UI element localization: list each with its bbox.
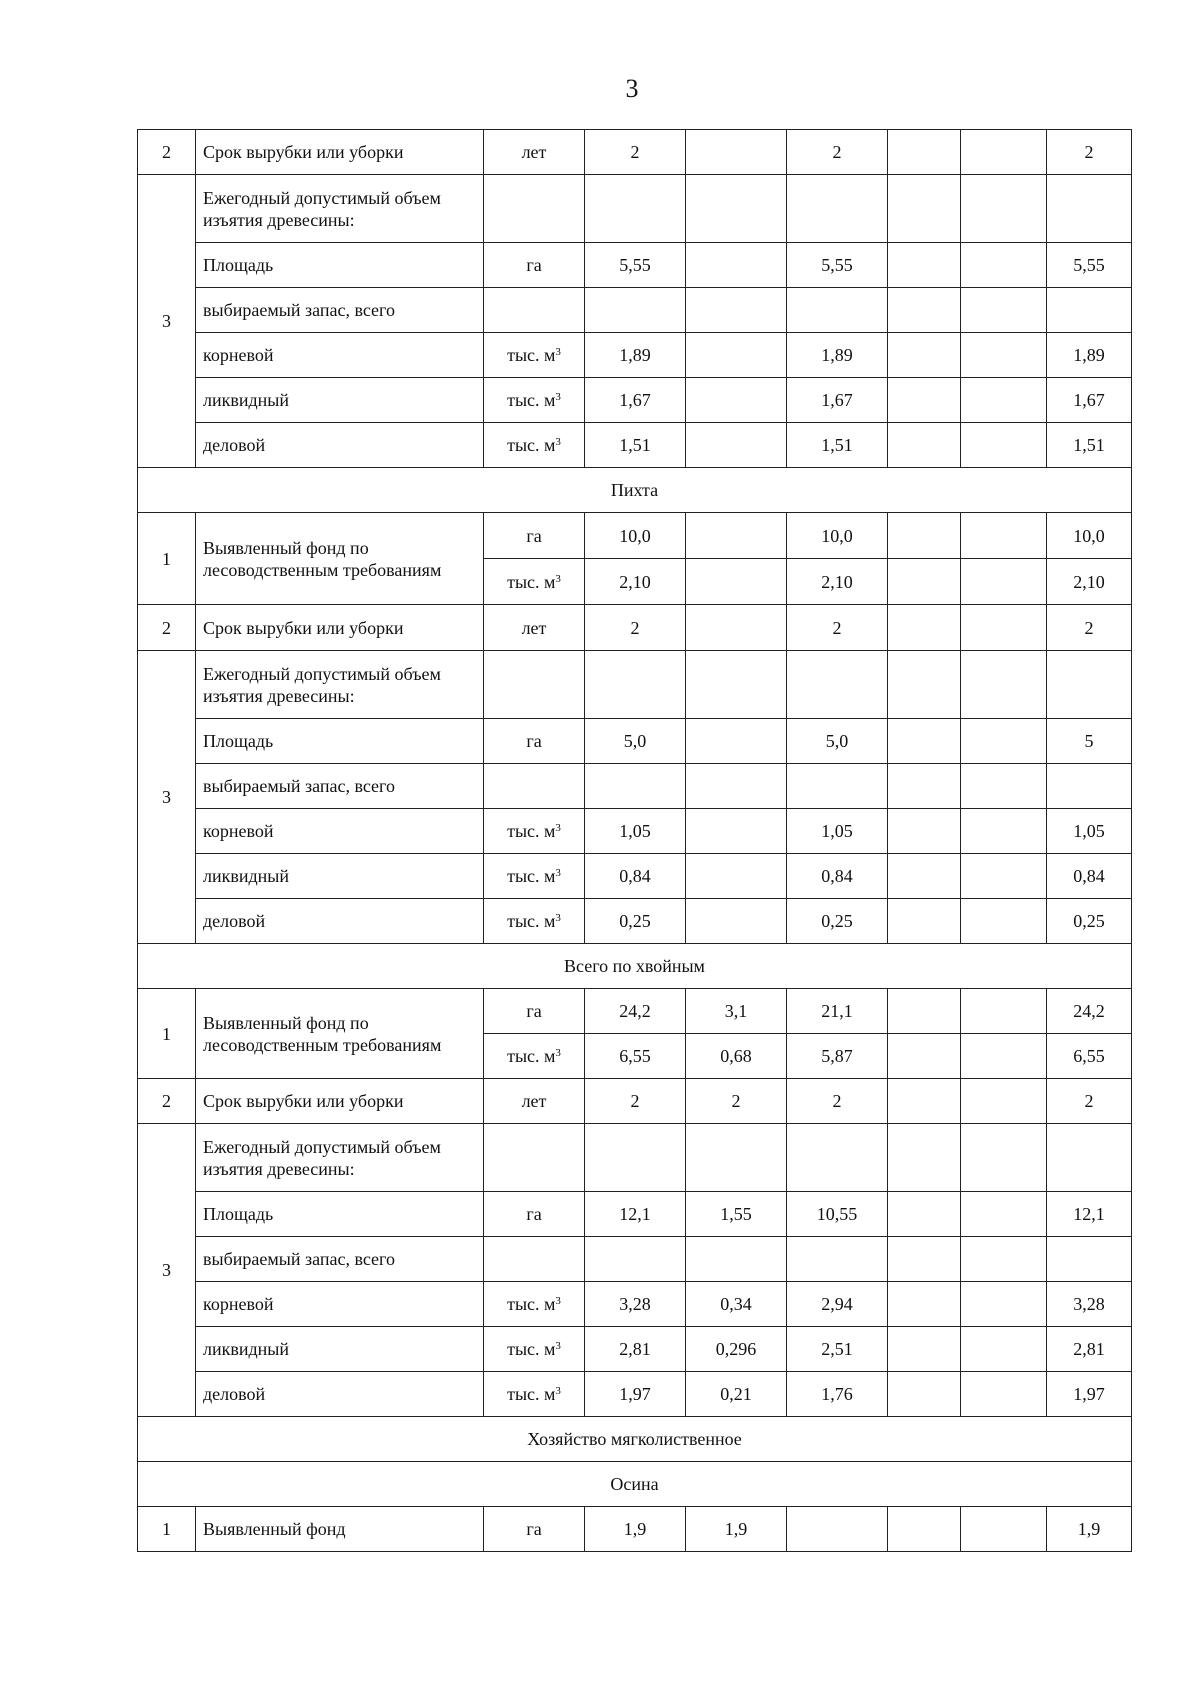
- value-cell: 5: [1047, 719, 1132, 764]
- value-cell: [961, 1124, 1047, 1192]
- value-cell: [961, 899, 1047, 944]
- unit-cell: тыс. $м^3$: [484, 1034, 585, 1079]
- value-cell: [961, 605, 1047, 651]
- value-cell: [888, 719, 961, 764]
- value-cell: 1,89: [585, 333, 686, 378]
- value-cell: [888, 1237, 961, 1282]
- value-cell: [961, 559, 1047, 605]
- value-cell: 1,89: [787, 333, 888, 378]
- table-row: [138, 1507, 1132, 1552]
- indicator-name: ликвидный: [196, 854, 484, 899]
- value-cell: 10,55: [787, 1192, 888, 1237]
- value-cell: [686, 764, 787, 809]
- value-cell: [961, 1034, 1047, 1079]
- row-number: 3: [138, 651, 196, 944]
- value-cell: [686, 899, 787, 944]
- table-row: [138, 1237, 1132, 1282]
- value-cell: 2: [787, 605, 888, 651]
- unit-cell: тыс. $м^3$: [484, 559, 585, 605]
- indicator-name: корневой: [196, 1282, 484, 1327]
- value-cell: 1,51: [1047, 423, 1132, 468]
- indicator-name: Площадь: [196, 243, 484, 288]
- section-row: [138, 468, 1132, 513]
- section-title: Хозяйство мягколиственное: [138, 1417, 1132, 1462]
- indicator-name: корневой: [196, 333, 484, 378]
- section-title: Всего по хвойным: [138, 944, 1132, 989]
- value-cell: [585, 288, 686, 333]
- value-cell: [961, 378, 1047, 423]
- indicator-name: Срок вырубки или уборки: [196, 605, 484, 651]
- value-cell: 1,05: [1047, 809, 1132, 854]
- value-cell: [787, 764, 888, 809]
- value-cell: 0,68: [686, 1034, 787, 1079]
- value-cell: [888, 1034, 961, 1079]
- unit-cell: тыс. $м^3$: [484, 809, 585, 854]
- value-cell: 0,84: [1047, 854, 1132, 899]
- unit-cell: [484, 1124, 585, 1192]
- value-cell: 1,97: [1047, 1372, 1132, 1417]
- value-cell: [888, 1124, 961, 1192]
- value-cell: [686, 854, 787, 899]
- table-row: [138, 130, 1132, 175]
- value-cell: 5,55: [585, 243, 686, 288]
- value-cell: [888, 288, 961, 333]
- value-cell: 0,21: [686, 1372, 787, 1417]
- value-cell: 0,25: [1047, 899, 1132, 944]
- value-cell: [961, 130, 1047, 175]
- value-cell: 12,1: [1047, 1192, 1132, 1237]
- unit-cell: га: [484, 1192, 585, 1237]
- value-cell: 10,0: [787, 513, 888, 559]
- value-cell: 0,34: [686, 1282, 787, 1327]
- value-cell: 1,05: [787, 809, 888, 854]
- table-row: [138, 288, 1132, 333]
- row-number: 1: [138, 989, 196, 1079]
- indicator-name: Ежегодный допустимый объем изъятия древесины:: [196, 1124, 484, 1192]
- value-cell: [888, 1282, 961, 1327]
- value-cell: [888, 764, 961, 809]
- value-cell: 2: [585, 1079, 686, 1124]
- indicator-name: Выявленный фонд: [196, 1507, 484, 1552]
- value-cell: 1,97: [585, 1372, 686, 1417]
- unit-cell: тыс. $м^3$: [484, 1282, 585, 1327]
- indicator-name: ликвидный: [196, 378, 484, 423]
- section-title: Осина: [138, 1462, 1132, 1507]
- page-number: 3: [625, 74, 639, 103]
- value-cell: 24,2: [1047, 989, 1132, 1034]
- value-cell: 2: [1047, 130, 1132, 175]
- value-cell: 1,9: [585, 1507, 686, 1552]
- value-cell: 1,67: [1047, 378, 1132, 423]
- value-cell: 10,0: [585, 513, 686, 559]
- value-cell: 0,25: [585, 899, 686, 944]
- table-row: [138, 333, 1132, 378]
- value-cell: [1047, 1124, 1132, 1192]
- value-cell: 2: [686, 1079, 787, 1124]
- table-row: [138, 1124, 1132, 1192]
- row-number: 2: [138, 130, 196, 175]
- value-cell: [961, 854, 1047, 899]
- indicator-name: выбираемый запас, всего: [196, 764, 484, 809]
- value-cell: 2,10: [787, 559, 888, 605]
- table-row: [138, 989, 1132, 1034]
- value-cell: 1,76: [787, 1372, 888, 1417]
- indicator-name: корневой: [196, 809, 484, 854]
- value-cell: 5,0: [585, 719, 686, 764]
- indicator-name: Площадь: [196, 719, 484, 764]
- value-cell: [585, 1237, 686, 1282]
- unit-cell: тыс. $м^3$: [484, 854, 585, 899]
- value-cell: [961, 1192, 1047, 1237]
- value-cell: 0,296: [686, 1327, 787, 1372]
- unit-cell: га: [484, 1507, 585, 1552]
- value-cell: [686, 809, 787, 854]
- indicator-name: ликвидный: [196, 1327, 484, 1372]
- value-cell: 2: [787, 1079, 888, 1124]
- value-cell: [961, 288, 1047, 333]
- value-cell: 5,55: [1047, 243, 1132, 288]
- value-cell: [961, 719, 1047, 764]
- table-row: [138, 809, 1132, 854]
- indicator-name: деловой: [196, 1372, 484, 1417]
- indicator-name: выбираемый запас, всего: [196, 288, 484, 333]
- value-cell: [888, 1507, 961, 1552]
- unit-cell: [484, 175, 585, 243]
- value-cell: [961, 1079, 1047, 1124]
- value-cell: [888, 1079, 961, 1124]
- value-cell: [961, 1372, 1047, 1417]
- indicator-name: Срок вырубки или уборки: [196, 1079, 484, 1124]
- value-cell: 1,67: [787, 378, 888, 423]
- value-cell: [686, 513, 787, 559]
- value-cell: [686, 175, 787, 243]
- value-cell: [961, 1237, 1047, 1282]
- value-cell: [686, 333, 787, 378]
- row-number: 1: [138, 1507, 196, 1552]
- value-cell: [888, 559, 961, 605]
- value-cell: [787, 1507, 888, 1552]
- table-row: [138, 1372, 1132, 1417]
- value-cell: [787, 1237, 888, 1282]
- value-cell: [686, 378, 787, 423]
- value-cell: 2,10: [1047, 559, 1132, 605]
- table-row: [138, 513, 1132, 559]
- unit-cell: тыс. $м^3$: [484, 899, 585, 944]
- value-cell: 1,05: [585, 809, 686, 854]
- value-cell: 21,1: [787, 989, 888, 1034]
- value-cell: 2: [585, 605, 686, 651]
- value-cell: 1,55: [686, 1192, 787, 1237]
- indicator-name: выбираемый запас, всего: [196, 1237, 484, 1282]
- row-number: 2: [138, 605, 196, 651]
- section-title: Пихта: [138, 468, 1132, 513]
- table-row: [138, 175, 1132, 243]
- table-row: [138, 1327, 1132, 1372]
- value-cell: [888, 175, 961, 243]
- table-row: [138, 854, 1132, 899]
- value-cell: 1,67: [585, 378, 686, 423]
- value-cell: [686, 1237, 787, 1282]
- value-cell: [888, 651, 961, 719]
- value-cell: [961, 513, 1047, 559]
- indicator-name: Ежегодный допустимый объем изъятия древесины:: [196, 175, 484, 243]
- unit-cell: [484, 1237, 585, 1282]
- value-cell: 0,25: [787, 899, 888, 944]
- value-cell: [1047, 288, 1132, 333]
- unit-cell: лет: [484, 605, 585, 651]
- value-cell: [686, 423, 787, 468]
- value-cell: 5,55: [787, 243, 888, 288]
- value-cell: 1,51: [787, 423, 888, 468]
- unit-cell: лет: [484, 130, 585, 175]
- value-cell: [686, 288, 787, 333]
- value-cell: 3,1: [686, 989, 787, 1034]
- value-cell: [787, 288, 888, 333]
- value-cell: [888, 1372, 961, 1417]
- value-cell: 5,87: [787, 1034, 888, 1079]
- value-cell: [888, 378, 961, 423]
- value-cell: [686, 243, 787, 288]
- value-cell: [961, 1507, 1047, 1552]
- value-cell: [888, 1192, 961, 1237]
- value-cell: [787, 1124, 888, 1192]
- value-cell: [888, 809, 961, 854]
- unit-cell: тыс. $м^3$: [484, 333, 585, 378]
- value-cell: [961, 809, 1047, 854]
- value-cell: 0,84: [585, 854, 686, 899]
- section-row: [138, 944, 1132, 989]
- section-row: [138, 1417, 1132, 1462]
- value-cell: [961, 333, 1047, 378]
- unit-cell: га: [484, 243, 585, 288]
- value-cell: [686, 130, 787, 175]
- unit-cell: га: [484, 513, 585, 559]
- indicator-name: Ежегодный допустимый объем изъятия древесины:: [196, 651, 484, 719]
- row-number: 1: [138, 513, 196, 605]
- value-cell: [888, 243, 961, 288]
- value-cell: [961, 243, 1047, 288]
- value-cell: [787, 651, 888, 719]
- value-cell: 6,55: [585, 1034, 686, 1079]
- value-cell: [888, 423, 961, 468]
- value-cell: [585, 1124, 686, 1192]
- value-cell: [888, 989, 961, 1034]
- indicator-name: Выявленный фонд по лесоводственным требованиям: [196, 989, 484, 1079]
- table-row: [138, 764, 1132, 809]
- row-number: 3: [138, 175, 196, 468]
- unit-cell: [484, 288, 585, 333]
- value-cell: [686, 719, 787, 764]
- value-cell: 1,9: [686, 1507, 787, 1552]
- value-cell: [686, 605, 787, 651]
- unit-cell: тыс. $м^3$: [484, 1372, 585, 1417]
- unit-cell: га: [484, 989, 585, 1034]
- table-row: [138, 378, 1132, 423]
- unit-cell: [484, 651, 585, 719]
- value-cell: [961, 651, 1047, 719]
- indicator-name: Срок вырубки или уборки: [196, 130, 484, 175]
- unit-cell: тыс. $м^3$: [484, 378, 585, 423]
- value-cell: [888, 513, 961, 559]
- value-cell: 2,51: [787, 1327, 888, 1372]
- unit-cell: тыс. $м^3$: [484, 423, 585, 468]
- value-cell: 3,28: [585, 1282, 686, 1327]
- indicator-name: деловой: [196, 423, 484, 468]
- table-row: [138, 423, 1132, 468]
- forest-fund-table: [137, 129, 1132, 1552]
- row-number: 3: [138, 1124, 196, 1417]
- value-cell: 2,81: [585, 1327, 686, 1372]
- value-cell: [961, 1282, 1047, 1327]
- value-cell: 1,89: [1047, 333, 1132, 378]
- value-cell: [888, 333, 961, 378]
- table-row: [138, 605, 1132, 651]
- indicator-name: Площадь: [196, 1192, 484, 1237]
- value-cell: [686, 651, 787, 719]
- value-cell: [961, 175, 1047, 243]
- table-row: [138, 1079, 1132, 1124]
- table-row: [138, 1282, 1132, 1327]
- value-cell: [888, 605, 961, 651]
- value-cell: 2,81: [1047, 1327, 1132, 1372]
- section-row: [138, 1462, 1132, 1507]
- value-cell: 2: [1047, 1079, 1132, 1124]
- value-cell: [961, 989, 1047, 1034]
- value-cell: [585, 651, 686, 719]
- unit-cell: [484, 764, 585, 809]
- value-cell: [888, 130, 961, 175]
- unit-cell: тыс. $м^3$: [484, 1327, 585, 1372]
- value-cell: [686, 559, 787, 605]
- value-cell: 2: [585, 130, 686, 175]
- value-cell: [1047, 764, 1132, 809]
- value-cell: 6,55: [1047, 1034, 1132, 1079]
- value-cell: [1047, 651, 1132, 719]
- value-cell: [585, 175, 686, 243]
- value-cell: [961, 1327, 1047, 1372]
- table-row: [138, 243, 1132, 288]
- value-cell: [686, 1124, 787, 1192]
- value-cell: 2: [787, 130, 888, 175]
- row-number: 2: [138, 1079, 196, 1124]
- value-cell: [888, 854, 961, 899]
- value-cell: [961, 423, 1047, 468]
- value-cell: 24,2: [585, 989, 686, 1034]
- value-cell: 5,0: [787, 719, 888, 764]
- value-cell: [787, 175, 888, 243]
- indicator-name: деловой: [196, 899, 484, 944]
- value-cell: [585, 764, 686, 809]
- table-row: [138, 899, 1132, 944]
- unit-cell: га: [484, 719, 585, 764]
- table-row: [138, 651, 1132, 719]
- table-row: [138, 719, 1132, 764]
- value-cell: [888, 899, 961, 944]
- value-cell: 0,84: [787, 854, 888, 899]
- value-cell: 3,28: [1047, 1282, 1132, 1327]
- value-cell: 1,9: [1047, 1507, 1132, 1552]
- indicator-name: Выявленный фонд по лесоводственным требованиям: [196, 513, 484, 605]
- value-cell: [1047, 1237, 1132, 1282]
- value-cell: [961, 764, 1047, 809]
- value-cell: [1047, 175, 1132, 243]
- unit-cell: лет: [484, 1079, 585, 1124]
- value-cell: 10,0: [1047, 513, 1132, 559]
- value-cell: 2,10: [585, 559, 686, 605]
- value-cell: [888, 1327, 961, 1372]
- value-cell: 2: [1047, 605, 1132, 651]
- value-cell: 12,1: [585, 1192, 686, 1237]
- table-row: [138, 1192, 1132, 1237]
- value-cell: 1,51: [585, 423, 686, 468]
- value-cell: 2,94: [787, 1282, 888, 1327]
